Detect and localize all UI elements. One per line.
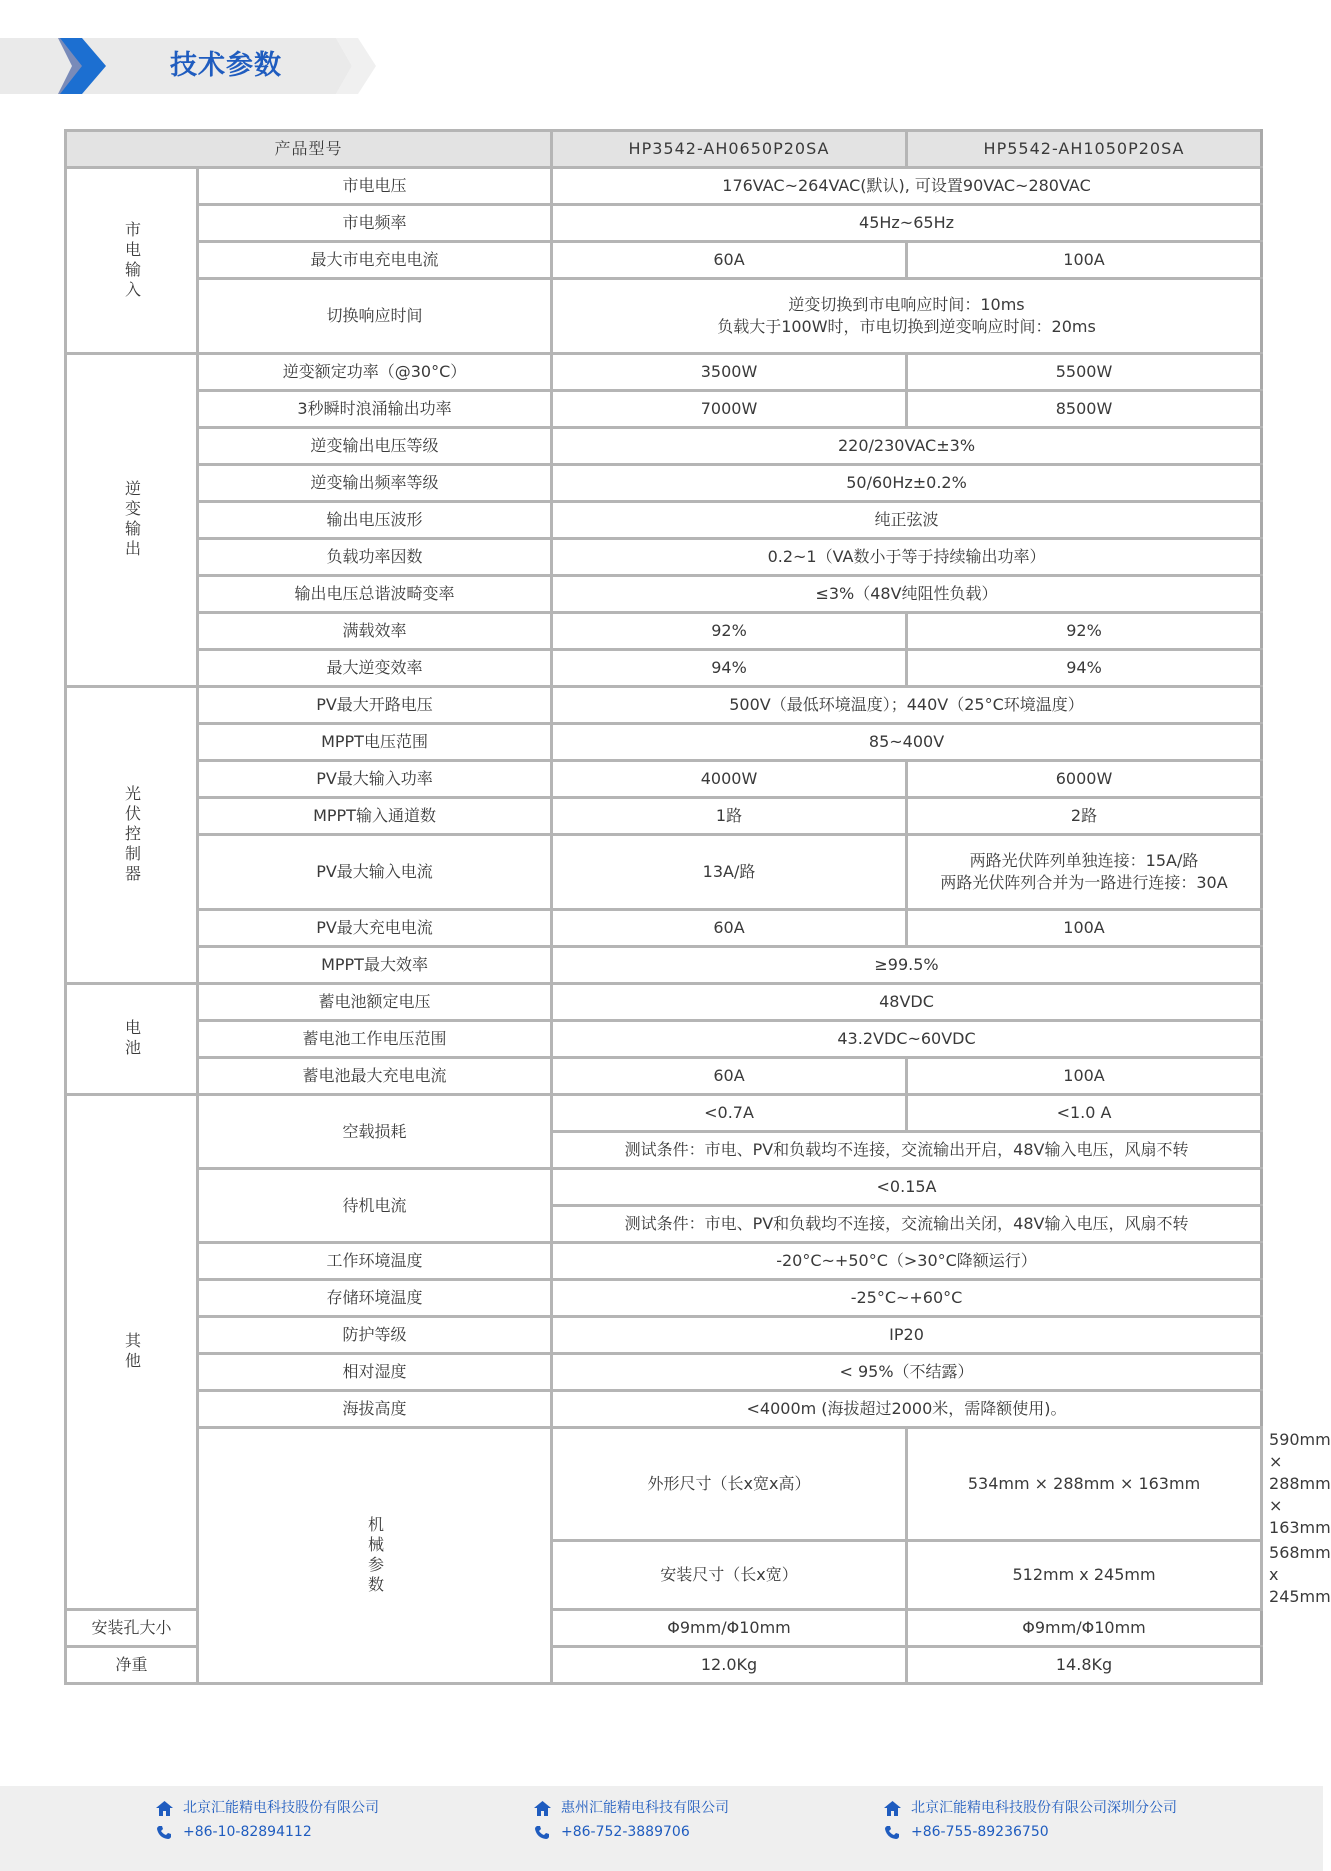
row-value: < 95%（不结露） xyxy=(552,1354,1262,1391)
row-label: 蓄电池工作电压范围 xyxy=(198,1021,552,1058)
row-label: 满载效率 xyxy=(198,613,552,650)
table-row: 机械参数 外形尺寸（长x宽x高） 534mm × 288mm × 163mm 590mm × 288mm × 163mm xyxy=(66,1428,1262,1541)
row-value-line: 两路光伏阵列单独连接：15A/路 xyxy=(969,851,1199,870)
footer-company: 北京汇能精电科技股份有限公司 xyxy=(183,1800,379,1816)
footer-phone-row xyxy=(534,1820,729,1844)
row-label: 市电电压 xyxy=(198,168,552,205)
header-model-a: HP3542-AH0650P20SA xyxy=(552,131,907,168)
row-label: 最大逆变效率 xyxy=(198,650,552,687)
row-value-a: 7000W xyxy=(552,391,907,428)
table-row xyxy=(66,724,1262,761)
row-label: 外形尺寸（长x宽x高） xyxy=(552,1428,907,1541)
row-label: 输出电压总谐波畸变率 xyxy=(198,576,552,613)
row-value: -25°C~+60°C xyxy=(552,1280,1262,1317)
row-value-b xyxy=(907,835,1262,910)
row-value: <0.15A xyxy=(552,1169,1262,1206)
row-value: ≤3%（48V纯阻性负载） xyxy=(552,576,1262,613)
row-value-b: 2路 xyxy=(907,798,1262,835)
row-value-a: <0.7A xyxy=(552,1095,907,1132)
row-value-a: 12.0Kg xyxy=(552,1647,907,1684)
table-row xyxy=(66,576,1262,613)
row-label: PV最大输入功率 xyxy=(198,761,552,798)
table-header-row xyxy=(66,131,1262,168)
table-row xyxy=(66,687,1262,724)
row-label: 蓄电池最大充电电流 xyxy=(198,1058,552,1095)
row-label: 逆变输出频率等级 xyxy=(198,465,552,502)
row-value: 85~400V xyxy=(552,724,1262,761)
table-row xyxy=(66,279,1262,354)
table-row xyxy=(66,947,1262,984)
row-label: 海拔高度 xyxy=(198,1391,552,1428)
row-label: 3秒瞬时浪涌输出功率 xyxy=(198,391,552,428)
row-label: 最大市电充电电流 xyxy=(198,242,552,279)
header-model-b: HP5542-AH1050P20SA xyxy=(907,131,1262,168)
row-value: <4000m (海拔超过2000米，需降额使用)。 xyxy=(552,1391,1262,1428)
table-row xyxy=(66,1058,1262,1095)
row-value: IP20 xyxy=(552,1317,1262,1354)
row-value: 0.2~1（VA数小于等于持续输出功率） xyxy=(552,539,1262,576)
row-label: 净重 xyxy=(66,1647,198,1684)
row-label: 负载功率因数 xyxy=(198,539,552,576)
row-label: 逆变输出电压等级 xyxy=(198,428,552,465)
row-value-a: 3500W xyxy=(552,354,907,391)
footer-contact xyxy=(884,1796,1177,1844)
row-value-a: Φ9mm/Φ10mm xyxy=(552,1610,907,1647)
row-value-a: 1路 xyxy=(552,798,907,835)
row-value: 43.2VDC~60VDC xyxy=(552,1021,1262,1058)
phone-icon xyxy=(884,1825,901,1840)
table-row xyxy=(66,465,1262,502)
table-row xyxy=(66,539,1262,576)
table-row xyxy=(66,205,1262,242)
category-mechanical: 机械参数 xyxy=(198,1428,552,1684)
category-inverter-output: 逆变输出 xyxy=(66,354,198,687)
table-row xyxy=(66,242,1262,279)
row-value: 纯正弦波 xyxy=(552,502,1262,539)
row-value-b: 92% xyxy=(907,613,1262,650)
footer-contact xyxy=(534,1796,729,1844)
row-label: 防护等级 xyxy=(198,1317,552,1354)
row-value: 45Hz~65Hz xyxy=(552,205,1262,242)
row-value-a: 512mm x 245mm xyxy=(907,1541,1262,1610)
row-label: 工作环境温度 xyxy=(198,1243,552,1280)
row-value: -20°C~+50°C（>30°C降额运行） xyxy=(552,1243,1262,1280)
row-label: MPPT输入通道数 xyxy=(198,798,552,835)
row-label: 逆变额定功率（@30°C） xyxy=(198,354,552,391)
spec-table-body xyxy=(66,168,1331,1684)
table-row xyxy=(66,1391,1262,1428)
footer-company: 惠州汇能精电科技有限公司 xyxy=(561,1800,729,1816)
row-value-a: 60A xyxy=(552,1058,907,1095)
row-value-line: 逆变切换到市电响应时间：10ms xyxy=(788,295,1025,314)
table-row xyxy=(66,761,1262,798)
row-value: ≥99.5% xyxy=(552,947,1262,984)
footer-phone[interactable]: +86-755-89236750 xyxy=(911,1824,1049,1840)
footer-company: 北京汇能精电科技股份有限公司深圳分公司 xyxy=(911,1800,1177,1816)
row-value-b: Φ9mm/Φ10mm xyxy=(907,1610,1262,1647)
table-row xyxy=(66,354,1262,391)
category-battery: 电池 xyxy=(66,984,198,1095)
row-value: 500V（最低环境温度）；440V（25°C环境温度） xyxy=(552,687,1262,724)
row-value-b: 6000W xyxy=(907,761,1262,798)
table-row xyxy=(66,835,1262,910)
row-value xyxy=(552,279,1262,354)
row-note: 测试条件：市电、PV和负载均不连接，交流输出开启，48V输入电压，风扇不转 xyxy=(552,1132,1262,1169)
table-row xyxy=(66,1243,1262,1280)
category-other: 其他 xyxy=(66,1095,198,1610)
table-row xyxy=(66,168,1262,205)
row-label: PV最大充电电流 xyxy=(198,910,552,947)
row-label: 空载损耗 xyxy=(198,1095,552,1169)
row-value-a: 13A/路 xyxy=(552,835,907,910)
row-label: 待机电流 xyxy=(198,1169,552,1243)
table-row xyxy=(66,391,1262,428)
row-value-a: 60A xyxy=(552,242,907,279)
row-value-line: 两路光伏阵列合并为一路进行连接：30A xyxy=(940,873,1228,892)
header-model-label: 产品型号 xyxy=(66,131,552,168)
row-value-a: 60A xyxy=(552,910,907,947)
row-note: 测试条件：市电、PV和负载均不连接，交流输出关闭，48V输入电压，风扇不转 xyxy=(552,1206,1262,1243)
table-row xyxy=(66,1280,1262,1317)
row-label: 市电频率 xyxy=(198,205,552,242)
spec-table xyxy=(64,129,1331,1685)
row-label: 安装尺寸（长x宽） xyxy=(552,1541,907,1610)
table-row xyxy=(66,798,1262,835)
row-value-b: 8500W xyxy=(907,391,1262,428)
footer-phone-row xyxy=(884,1820,1177,1844)
home-icon xyxy=(884,1801,901,1816)
table-row xyxy=(66,910,1262,947)
row-label: 安装孔大小 xyxy=(66,1610,198,1647)
phone-icon xyxy=(156,1825,173,1840)
page-title: 技术参数 xyxy=(170,50,282,81)
row-value-b: 5500W xyxy=(907,354,1262,391)
row-label: 存储环境温度 xyxy=(198,1280,552,1317)
table-row xyxy=(66,428,1262,465)
row-label: MPPT电压范围 xyxy=(198,724,552,761)
table-row xyxy=(66,984,1262,1021)
row-label: 切换响应时间 xyxy=(198,279,552,354)
row-value-b: <1.0 A xyxy=(907,1095,1262,1132)
footer-company-row xyxy=(534,1796,729,1820)
row-value-a: 94% xyxy=(552,650,907,687)
footer-contact xyxy=(156,1796,379,1844)
row-value: 176VAC~264VAC(默认), 可设置90VAC~280VAC xyxy=(552,168,1262,205)
category-mains-input: 市电输入 xyxy=(66,168,198,354)
row-value-a: 92% xyxy=(552,613,907,650)
table-row xyxy=(66,1317,1262,1354)
table-row xyxy=(66,1095,1262,1132)
home-icon xyxy=(156,1801,173,1816)
row-value-b: 100A xyxy=(907,910,1262,947)
row-label: 输出电压波形 xyxy=(198,502,552,539)
row-value-b: 100A xyxy=(907,242,1262,279)
table-row xyxy=(66,650,1262,687)
row-label: 蓄电池额定电压 xyxy=(198,984,552,1021)
row-label: PV最大输入电流 xyxy=(198,835,552,910)
table-row xyxy=(66,613,1262,650)
row-value-a: 534mm × 288mm × 163mm xyxy=(907,1428,1262,1541)
footer-company-row xyxy=(156,1796,379,1820)
row-label: MPPT最大效率 xyxy=(198,947,552,984)
row-label: 相对湿度 xyxy=(198,1354,552,1391)
row-value-line: 负载大于100W时，市电切换到逆变响应时间：20ms xyxy=(717,317,1096,336)
table-row xyxy=(66,1169,1262,1206)
row-value: 220/230VAC±3% xyxy=(552,428,1262,465)
row-value-b: 14.8Kg xyxy=(907,1647,1262,1684)
row-label: PV最大开路电压 xyxy=(198,687,552,724)
phone-icon xyxy=(534,1825,551,1840)
table-row: 安装尺寸（长x宽） 512mm x 245mm 568mm x 245mm xyxy=(66,1541,1262,1610)
footer-phone[interactable]: +86-10-82894112 xyxy=(183,1824,312,1840)
row-value: 48VDC xyxy=(552,984,1262,1021)
table-row xyxy=(66,1354,1262,1391)
footer xyxy=(0,1786,1323,1871)
footer-phone[interactable]: +86-752-3889706 xyxy=(561,1824,690,1840)
table-row xyxy=(66,502,1262,539)
table-row xyxy=(66,1021,1262,1058)
footer-phone-row xyxy=(156,1820,379,1844)
row-value-b: 100A xyxy=(907,1058,1262,1095)
category-pv-controller: 光伏控制器 xyxy=(66,687,198,984)
footer-company-row xyxy=(884,1796,1177,1820)
row-value-b: 94% xyxy=(907,650,1262,687)
home-icon xyxy=(534,1801,551,1816)
row-value: 50/60Hz±0.2% xyxy=(552,465,1262,502)
row-value-a: 4000W xyxy=(552,761,907,798)
